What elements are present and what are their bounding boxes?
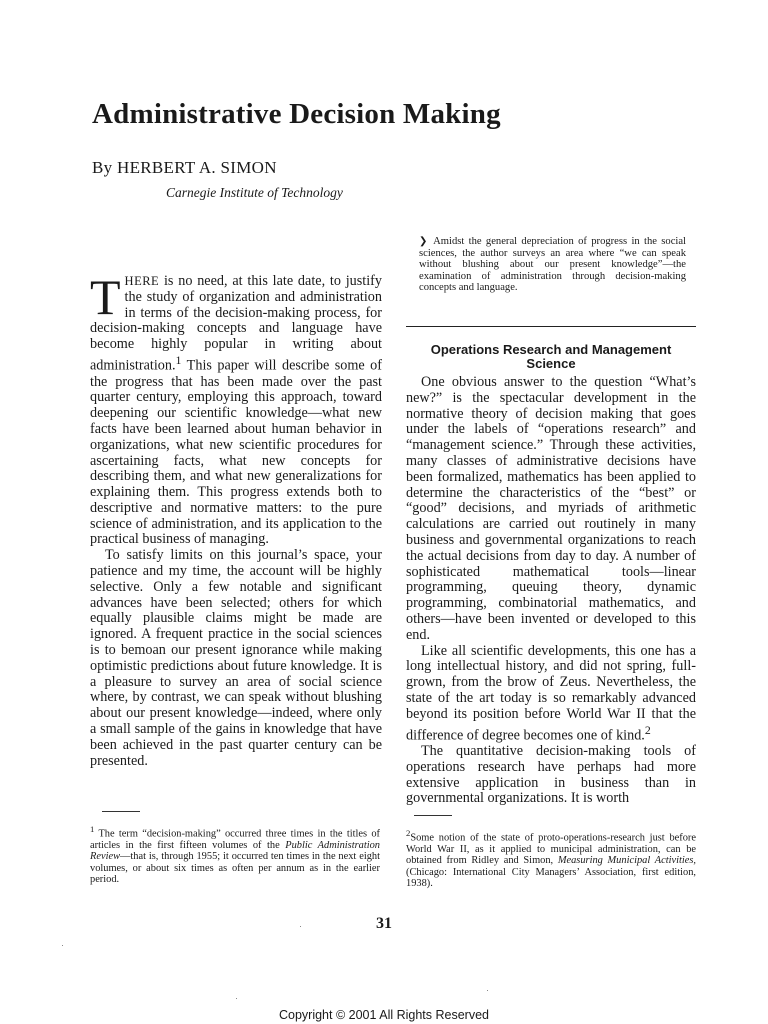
body-paragraph: One obvious answer to the question “What’s new?” is the spectacular development in the normative theory of decision making that goes under the labels of “operations research” and “management science.” Through these activities, many classes of administrative decisions have been formalized, mathematics has been applied to determine the characteristics of the “best” or “good” decisions, and myriads of arithmetic calculations are carried out routinely in many business and governmental organizations to reach the actual decisions from day to day. A number of sophisticated mathematical tools—linear programming, queuing theory, dynamic programming, combinatorial mathematics, and others—have been invented or developed to this end. bbox=[406, 374, 696, 643]
footnote-1 bbox=[90, 824, 380, 886]
footnote-rule bbox=[102, 811, 140, 812]
footnote-text: (Chicago: International City Managers’ Association, first edition, 1938). bbox=[406, 866, 696, 890]
footnote-citation: Measuring Municipal Activities, bbox=[557, 855, 696, 867]
arrow-icon: ❯ bbox=[419, 236, 428, 247]
scan-speck bbox=[236, 998, 237, 999]
lead-smallcaps: HERE bbox=[124, 274, 160, 288]
paragraph-text: This paper will describe some of the progress that has been made over the past quarter century, employing this approach, toward deepening our scientific knowledge—what new facts have been learned about human behavior in organizations, what new scientific procedures for ascertaining facts, what new concepts for describing them, and what new generalizations for explaining them. This progress extends both to descriptive and normative matters: to the pure science of administration, and its application to the practical business of managing. bbox=[90, 357, 382, 548]
footnote-marker: 2 bbox=[644, 722, 651, 737]
footnote-marker: 1 bbox=[175, 352, 182, 367]
paragraph-text: Like all scientific developments, this one has a long intellectual history, and did not spring, full-grown, from the brow of Zeus. Nevertheless, the state of the art today is so remarkably advanced beyond its position before World War II that the difference of degree becomes one of kind. bbox=[406, 642, 696, 744]
footnote-2 bbox=[406, 828, 696, 890]
author-affiliation: Carnegie Institute of Technology bbox=[166, 185, 343, 200]
section-divider bbox=[406, 326, 696, 327]
abstract bbox=[419, 236, 686, 294]
scan-speck bbox=[62, 945, 63, 946]
right-column bbox=[406, 375, 696, 807]
abstract-text: Amidst the general depreciation of progress in the social sciences, the author surveys an area where “we can speak without blushing about our present knowledge”—the examination of administration through decision-making concepts and language. bbox=[419, 236, 686, 294]
footnote-text: The term “decision-making” occurred three times in the titles of articles in the first fifteen volumes of the bbox=[90, 828, 380, 851]
article-title: Administrative Decision Making bbox=[92, 98, 501, 130]
footnote-text: —that is, through 1955; it occurred ten times in the next eight volumes, or about six times as often per annum as in the earlier period. bbox=[90, 851, 380, 886]
body-paragraph: To satisfy limits on this journal’s space, your patience and my time, the account will be highly selective. Only a few notable and significant advances have been selected; others for which equally plausible claims might be made are ignored. A frequent practice in the social sciences is to bemoan our present ignorance while making optimistic predictions about future knowledge. It is a pleasure to survey an area of social science where, by contrast, we can speak without blushing about our present knowledge—indeed, where only a small sample of the gains in knowledge that have been achieved in the past quarter century can be presented. bbox=[90, 547, 382, 769]
section-heading: Operations Research and Management Science bbox=[430, 342, 672, 371]
body-paragraph bbox=[90, 269, 382, 548]
paragraph-text: is no need, at this late date, to justify the study of organization and administration in terms of the decision-making process, for decision-making concepts and language have become highly popular in writing about administration. bbox=[90, 273, 382, 374]
footnote-citation: Public Administration Review bbox=[90, 839, 381, 863]
page-number: 31 bbox=[376, 915, 392, 932]
drop-cap: T bbox=[90, 269, 121, 325]
footnote-rule bbox=[414, 815, 452, 816]
body-paragraph: The quantitative decision-making tools of operations research have perhaps had more extensive application in business than in governmental organizations. It is worth bbox=[406, 743, 696, 807]
footnote-number: 1 bbox=[90, 824, 95, 834]
footnote-text: Some notion of the state of proto-operations-research just before World War II, as it applied to municipal administration, can be obtained from Ridley and Simon, bbox=[406, 832, 696, 867]
footnote-number: 2 bbox=[406, 828, 411, 838]
body-paragraph bbox=[406, 644, 696, 745]
copyright-notice: Copyright © 2001 All Rights Reserved bbox=[278, 1008, 489, 1022]
author-byline: By HERBERT A. SIMON bbox=[92, 158, 277, 177]
scan-speck bbox=[300, 926, 301, 927]
scan-speck bbox=[487, 990, 488, 991]
left-column bbox=[90, 269, 382, 769]
